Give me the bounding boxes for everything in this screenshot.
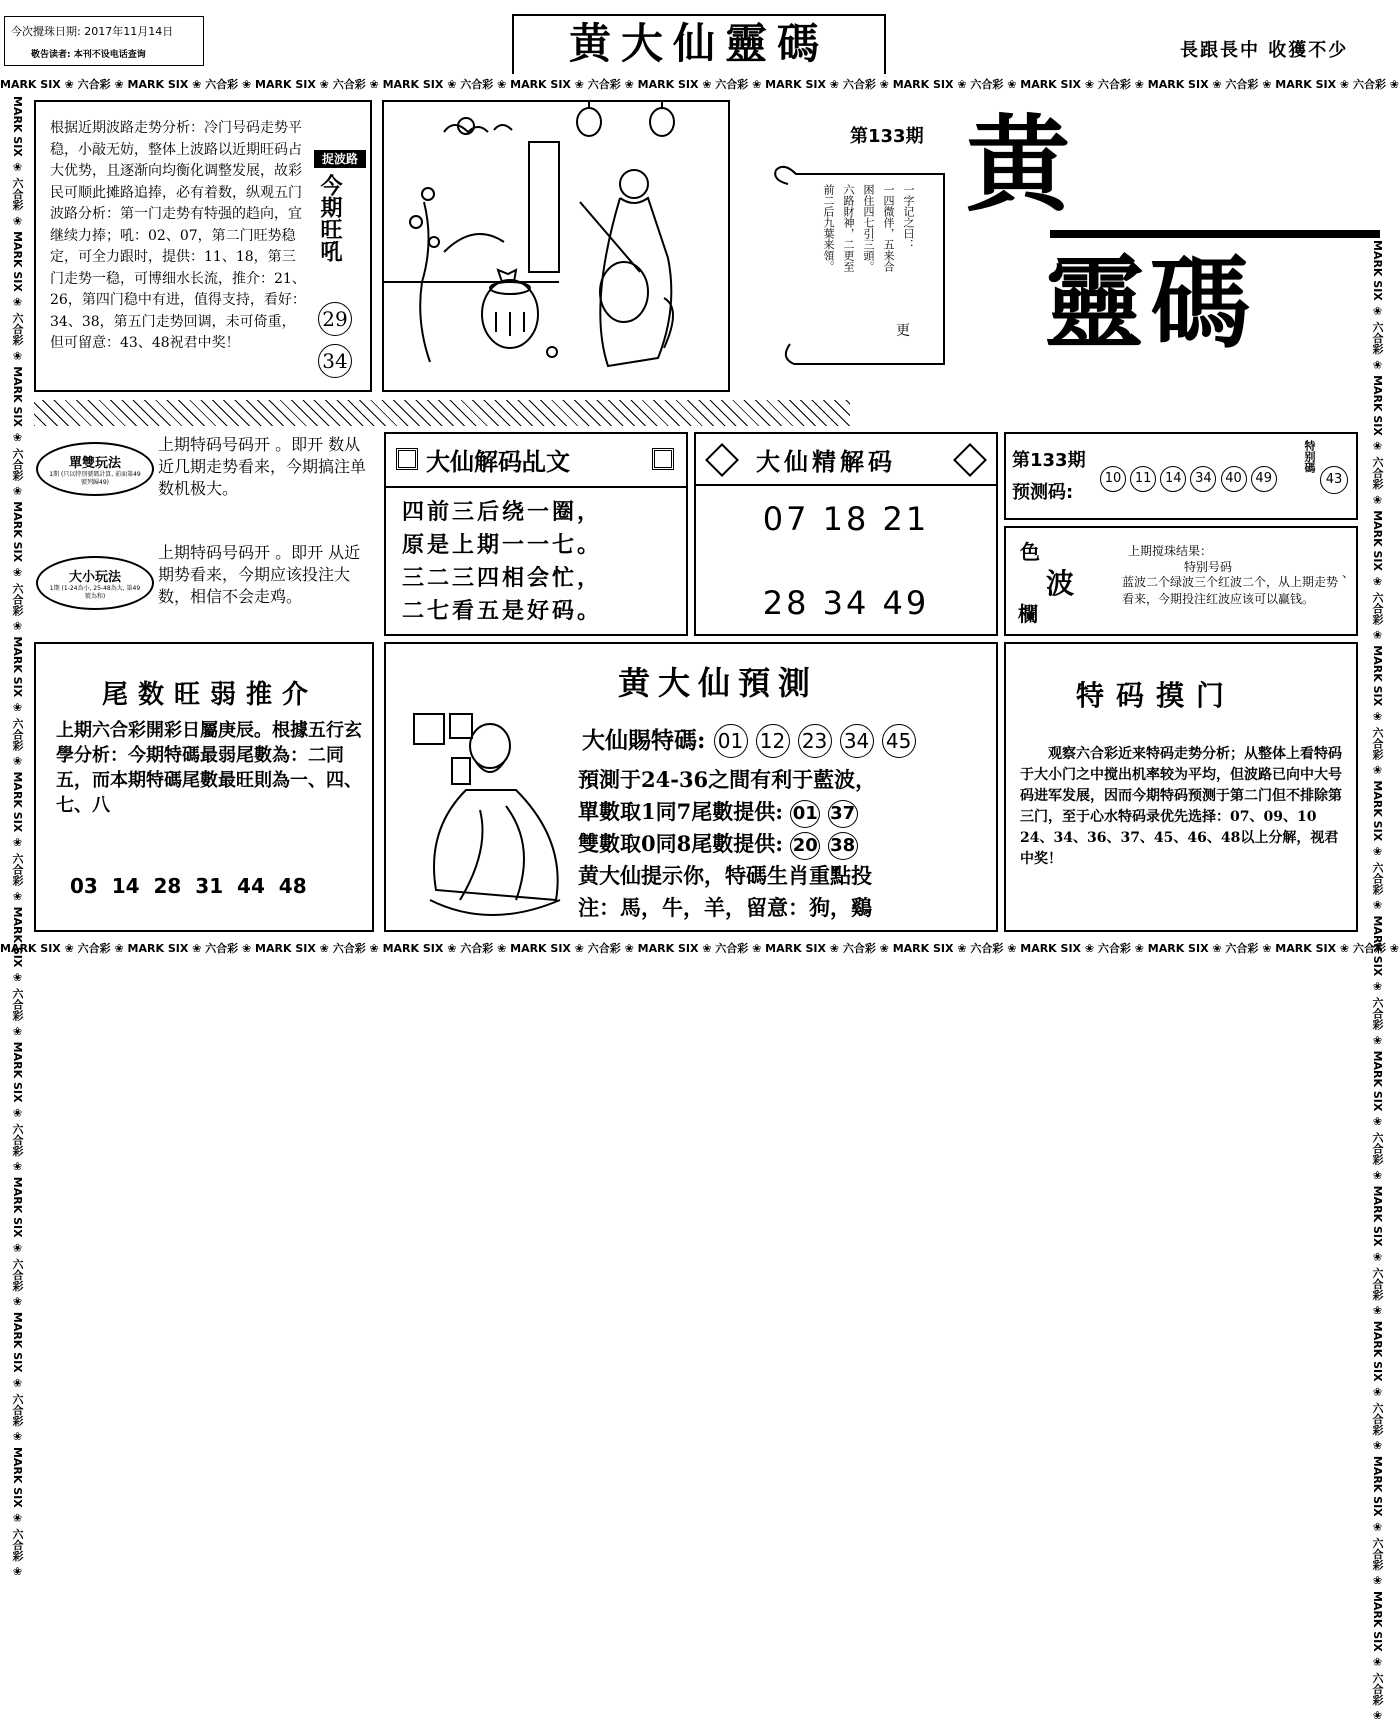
predict-box (384, 642, 998, 932)
odd-even-badge-sub: 1期 (只以特别號碼計算, 前面第49號列歸49) (49, 471, 141, 486)
forecast-special: 43 (1320, 466, 1348, 494)
predict-gift-number: 23 (798, 724, 832, 758)
play-methods (34, 430, 374, 630)
riddle-line-1: 四前三后绕一圈， (402, 499, 603, 525)
riddle-lines (402, 496, 602, 628)
forecast-special-label: 特别碼 (1303, 440, 1316, 473)
color-wave-special: 特别号码 (1184, 560, 1233, 574)
color-wave-dash: 、 (1342, 566, 1355, 580)
poem-line-4: 六路財神，二更至 (842, 184, 855, 272)
wave-analysis-text: 根据近期波路走势分析：冷门号码走势平稳，小敲无妨，整体上波路以近期旺码占大优势，且逐渐向均衡化调整发展，故彩民可顺此摊路追捧，必有着数，纵观五门波路分析：第一门走势有特强的趋向，宜继续力捧；吼：02、07，第二门旺势稳定，可全力跟时，提供：11、18，第三门走势一稳，可博细水长流，推介：21、26，第四门稳中有进，值得支持，看好：34、38，第五门走势回调，未可倚重，但可留意：43、48祝君中奖！ (50, 120, 306, 351)
door-title: 特码摸门 (1076, 679, 1237, 712)
forecast-number: 11 (1130, 466, 1156, 492)
poem-lines (798, 184, 918, 334)
lady-illustration (382, 100, 730, 392)
predict-even-number: 38 (828, 832, 858, 860)
border-strip-top: MARK SIX ❀ 六合彩 ❀ MARK SIX ❀ 六合彩 ❀ MARK SIX ❀ 六合彩 ❀ MARK SIX ❀ 六合彩 ❀ MARK SIX ❀ 六合彩 ❀ MARK SIX ❀ 六合彩 ❀ MARK SIX ❀ 六合彩 ❀ MARK SIX ❀ 六合彩 ❀ MARK SIX ❀ 六合彩 ❀ MARK SIX ❀ 六合彩 ❀ MARK SIX ❀ 六合彩 ❀ (0, 78, 1399, 91)
precise-header (696, 434, 996, 486)
odd-even-badge (36, 442, 154, 496)
border-strip-right: MARK SIX ❀ 六合彩 ❀ MARK SIX ❀ 六合彩 ❀ MARK SIX ❀ 六合彩 ❀ MARK SIX ❀ 六合彩 ❀ MARK SIX ❀ 六合彩 ❀ MARK SIX ❀ 六合彩 ❀ MARK SIX ❀ 六合彩 ❀ MARK SIX ❀ 六合彩 ❀ MARK SIX ❀ 六合彩 ❀ MARK SIX ❀ 六合彩 ❀ MARK SIX ❀ 六合彩 ❀ (1371, 240, 1384, 1722)
precise-row-1: 07 18 21 (762, 500, 930, 538)
riddle-left-icon (396, 448, 418, 470)
forecast-numbers (1100, 466, 1277, 492)
color-wave-box (1004, 526, 1358, 636)
poem-note: 更 (896, 323, 910, 339)
border-strip-left: MARK SIX ❀ 六合彩 ❀ MARK SIX ❀ 六合彩 ❀ MARK SIX ❀ 六合彩 ❀ MARK SIX ❀ 六合彩 ❀ MARK SIX ❀ 六合彩 ❀ MARK SIX ❀ 六合彩 ❀ MARK SIX ❀ 六合彩 ❀ MARK SIX ❀ 六合彩 ❀ MARK SIX ❀ 六合彩 ❀ MARK SIX ❀ 六合彩 ❀ MARK SIX ❀ 六合彩 ❀ (11, 96, 24, 1579)
predict-even-number: 20 (790, 832, 820, 860)
pattern-divider (34, 400, 850, 426)
poem-line-5: 前二后九葉来領。 (822, 184, 835, 272)
forecast-label: 预测码: (1012, 482, 1074, 503)
sage-illustration (410, 710, 580, 926)
precise-left-diamond-icon (705, 443, 739, 477)
big-small-badge-title: 大小玩法 (68, 570, 121, 585)
wave-analysis-box (34, 100, 372, 392)
riddle-header (386, 434, 686, 488)
riddle-right-icon (652, 448, 674, 470)
predict-odd-number: 37 (828, 800, 858, 828)
predict-gift-number: 34 (840, 724, 874, 758)
poem-line-1: 一字记之曰： (902, 184, 915, 250)
predict-gift-label: 大仙賜特碼: (582, 727, 706, 754)
header (0, 0, 1391, 72)
big-small-badge-sub: 1期 (1-24為小, 25-48為大, 第49號為和) (49, 585, 141, 600)
color-wave-side-1: 色 (1020, 540, 1040, 564)
color-wave-text: 蓝波二个绿波三个红波二个，从上期走势看来，今期投注红波应该可以赢钱。 (1122, 575, 1339, 606)
lady-lute-drawing (384, 102, 728, 390)
forecast-box (1004, 432, 1358, 520)
predict-lines (578, 764, 876, 924)
poem-line-3: 困住四七引三頭。 (862, 184, 875, 272)
riddle-box (384, 432, 688, 636)
logo-big-character: 黄 (966, 103, 1071, 226)
predict-line-1: 預測于24-36之間有利于藍波， (578, 767, 877, 792)
forecast-issue: 第133期 (1012, 450, 1086, 471)
border-strip-bottom: MARK SIX ❀ 六合彩 ❀ MARK SIX ❀ 六合彩 ❀ MARK SIX ❀ 六合彩 ❀ MARK SIX ❀ 六合彩 ❀ MARK SIX ❀ 六合彩 ❀ MARK SIX ❀ 六合彩 ❀ MARK SIX ❀ 六合彩 ❀ MARK SIX ❀ 六合彩 ❀ MARK SIX ❀ 六合彩 ❀ MARK SIX ❀ 六合彩 ❀ MARK SIX ❀ 六合彩 ❀ (0, 942, 1399, 955)
riddle-line-2: 原是上期一一七。 (402, 532, 603, 558)
door-box (1004, 642, 1358, 932)
forecast-number: 40 (1221, 466, 1247, 492)
wave-vertical-title: 今期旺吼 (317, 174, 343, 262)
precise-row-2: 28 34 49 (762, 584, 930, 622)
predict-gift-number: 01 (714, 724, 748, 758)
tail-title: 尾数旺弱推介 (102, 680, 319, 710)
logo-big-text: 靈碼 (1044, 244, 1256, 362)
forecast-number: 49 (1251, 466, 1277, 492)
sage-drawing (410, 710, 580, 926)
predict-line-2-label: 單數取1同7尾數提供: (578, 799, 783, 824)
riddle-title: 大仙解码乩文 (426, 447, 570, 476)
predict-line-3 (578, 828, 876, 860)
page-title: 黄大仙靈碼 (512, 14, 886, 74)
poem-scroll (770, 160, 950, 370)
wave-tag: 捉波路 (314, 150, 366, 168)
color-wave-title: 上期搅珠结果： (1128, 544, 1213, 558)
riddle-line-3: 三二三四相会忙， (402, 565, 603, 591)
logo-bar (1050, 230, 1380, 238)
color-wave-side-2: 波 (1046, 567, 1075, 600)
big-small-badge (36, 556, 154, 610)
wave-number-1: 29 (318, 302, 352, 336)
forecast-number: 10 (1100, 466, 1126, 492)
poem-line-2: 一四微伴，五来合 (882, 184, 895, 272)
predict-title: 黄大仙預測 (618, 664, 819, 702)
predict-gift-number: 45 (882, 724, 916, 758)
predict-line-3-label: 雙數取0同8尾數提供: (578, 831, 783, 856)
forecast-number: 34 (1190, 466, 1216, 492)
predict-line-4: 黄大仙提示你，特碼生肖重點投 (578, 863, 872, 888)
slogan: 長跟長中 收獲不少 (1180, 40, 1349, 61)
predict-gift-row (582, 722, 916, 758)
predict-line-5: 注：馬，牛，羊，留意：狗，鷄 (578, 895, 872, 920)
door-text: 观察六合彩近来特码走势分析；从整体上看特码于大小门之中搅出机率较为平均，但波路已向中大号码进军发展，因而今期特码预测于第二门但不排除第三门，至于心水特码录优先选择：07、09、10 24、34、36、37、45、46、48以上分解，视君中奖！ (1020, 746, 1342, 867)
draw-date: 今次攪珠日期: 2017年11月14日 (11, 25, 174, 38)
big-small-text: 上期特码号码开 。即开 从近期势看来，今期应该投注大数，相信不会走鸡。 (158, 543, 361, 606)
wave-number-2: 34 (318, 344, 352, 378)
notice: 敬告读者: 本刊不设电话查询 (31, 50, 146, 60)
predict-line-2 (578, 796, 876, 828)
odd-even-badge-title: 單雙玩法 (68, 456, 121, 471)
precise-box (694, 432, 998, 636)
wave-numbers (318, 302, 352, 378)
odd-even-text: 上期特码号码开 。即开 数从近几期走势看来，今期搞注单数机极大。 (158, 435, 367, 498)
color-wave-side-3: 欄 (1018, 602, 1038, 626)
tail-text: 上期六合彩開彩日屬庚辰。根據五行玄學分析：今期特碼最弱尾數為：二同五，而本期特碼尾數最旺則為一、四、七、八 (56, 720, 362, 816)
date-box (4, 16, 204, 66)
tail-numbers: 03 14 28 31 44 48 (70, 874, 307, 898)
predict-gift-number: 12 (756, 724, 790, 758)
precise-right-diamond-icon (953, 443, 987, 477)
issue-label: 第133期 (850, 126, 924, 147)
precise-title: 大仙精解码 (756, 447, 896, 476)
forecast-number: 14 (1160, 466, 1186, 492)
tail-box (34, 642, 374, 932)
predict-odd-number: 01 (790, 800, 820, 828)
riddle-line-4: 二七看五是好码。 (402, 598, 603, 624)
